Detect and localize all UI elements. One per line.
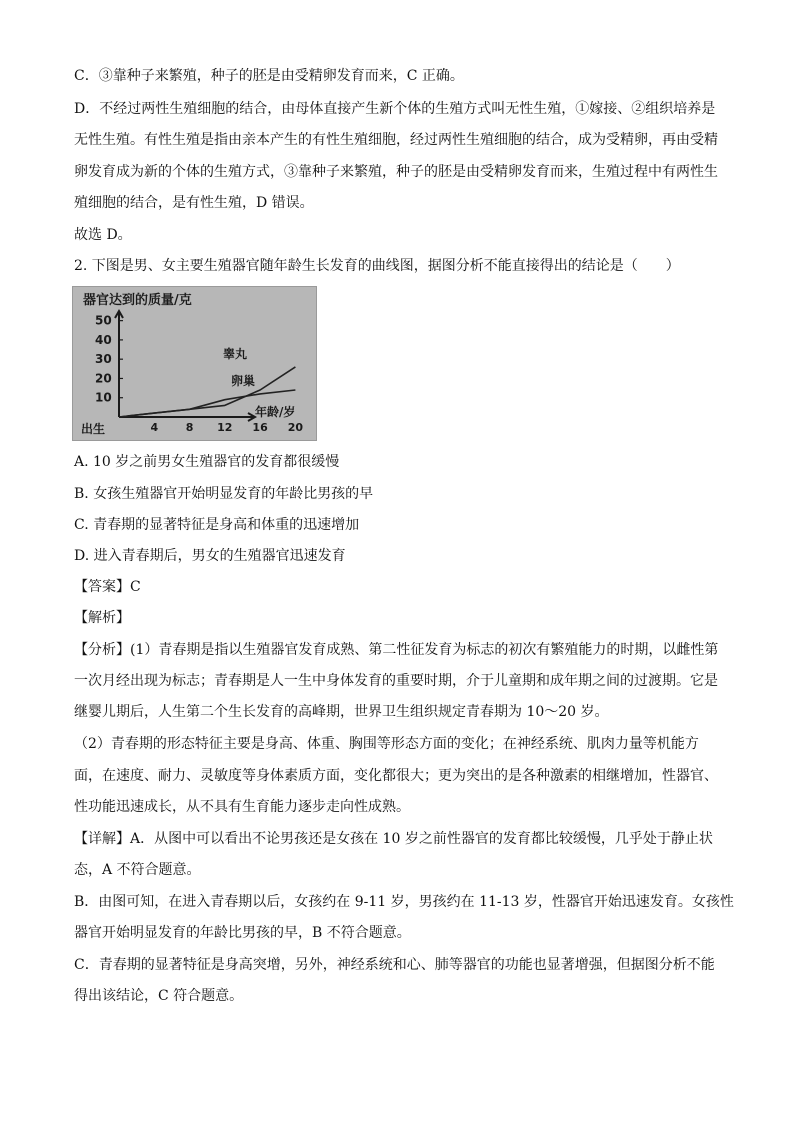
y-tick-label: 40 bbox=[95, 332, 112, 347]
growth-curve-figure bbox=[72, 286, 317, 441]
text-line: 态，A 不符合题意。 bbox=[74, 862, 201, 878]
x-axis-title: 年龄/岁 bbox=[255, 405, 296, 419]
text-line: C．青春期的显著特征是身高突增，另外，神经系统和心、肺等器官的功能也显著增强，但据图分析不能 bbox=[74, 957, 715, 973]
text-line: 器官开始明显发育的年龄比男孩的早，B 不符合题意。 bbox=[74, 925, 411, 941]
text-line: 【详解】A．从图中可以看出不论男孩还是女孩在 10 岁之前性器官的发育都比较缓慢，几乎处于静止状 bbox=[74, 831, 713, 847]
ovary-label: 卵巢 bbox=[231, 374, 256, 388]
y-axis-title: 器官达到的质量/克 bbox=[83, 293, 192, 308]
growth-curve-chart bbox=[73, 287, 316, 440]
x-tick-labels bbox=[150, 421, 303, 434]
x-tick-label: 12 bbox=[217, 421, 233, 434]
text-line: 性功能迅速成长，从不具有生育能力逐步走向性成熟。 bbox=[74, 799, 410, 815]
text-line: 得出该结论，C 符合题意。 bbox=[74, 988, 244, 1004]
x-tick-label: 8 bbox=[185, 421, 194, 434]
text-line: 面，在速度、耐力、灵敏度等身体素质方面，变化都很大；更为突出的是各种激素的相继增加，性器官、 bbox=[74, 768, 718, 784]
chart-axes bbox=[115, 311, 255, 421]
text-line: 一次月经出现为标志；青春期是人一生中身体发育的重要时期，介于儿童期和成年期之间的过渡期。它是 bbox=[74, 673, 718, 689]
x-tick-label: 20 bbox=[287, 421, 304, 434]
text-line: 卵发育成为新的个体的生殖方式，③靠种子来繁殖，种子的胚是由受精卵发育而来，生殖过程中有两性生 bbox=[74, 164, 718, 180]
testis-label: 睾丸 bbox=[223, 347, 248, 361]
x-axis-start-label: 出生 bbox=[81, 422, 106, 436]
y-tick-label: 10 bbox=[95, 390, 112, 405]
option-c: C. 青春期的显著特征是身高和体重的迅速增加 bbox=[74, 517, 360, 533]
y-tick-label: 50 bbox=[95, 313, 112, 328]
answer-line: 【答案】C bbox=[74, 579, 141, 595]
x-tick-label: 16 bbox=[252, 421, 268, 434]
y-tick-label: 20 bbox=[95, 371, 112, 386]
text-line: 殖细胞的结合，是有性生殖，D 错误。 bbox=[74, 195, 314, 211]
x-tick-label: 4 bbox=[150, 421, 159, 434]
option-a: A. 10 岁之前男女生殖器官的发育都很缓慢 bbox=[74, 454, 340, 470]
text-line: 无性生殖。有性生殖是指由亲本产生的有性生殖细胞，经过两性生殖细胞的结合，成为受精卵，再由受精 bbox=[74, 132, 718, 148]
analysis-heading: 【解析】 bbox=[74, 610, 130, 626]
text-line: D．不经过两性生殖细胞的结合，由母体直接产生新个体的生殖方式叫无性生殖，①嫁接、②组织培养是 bbox=[74, 101, 716, 117]
text-line: 继婴儿期后，人生第二个生长发育的高峰期，世界卫生组织规定青春期为 10～20 岁。 bbox=[74, 704, 609, 720]
question-stem: 2. 下图是男、女主要生殖器官随年龄生长发育的曲线图，据图分析不能直接得出的结论是（ ） bbox=[74, 258, 680, 274]
text-line: 故选 D。 bbox=[74, 227, 132, 243]
y-tick-label: 30 bbox=[95, 352, 112, 367]
option-d: D. 进入青春期后，男女的生殖器官迅速发育 bbox=[74, 548, 346, 564]
text-line: C．③靠种子来繁殖，种子的胚是由受精卵发育而来，C 正确。 bbox=[74, 68, 464, 84]
text-line: （2）青春期的形态特征主要是身高、体重、胸围等形态方面的变化；在神经系统、肌肉力量等机能方 bbox=[74, 736, 699, 752]
text-line: 【分析】(1）青春期是指以生殖器官发育成熟、第二性征发育为标志的初次有繁殖能力的时期，以雌性第 bbox=[74, 642, 719, 658]
text-line: B．由图可知，在进入青春期以后，女孩约在 9-11 岁，男孩约在 11-13 岁，性器官开始迅速发育。女孩性 bbox=[74, 894, 734, 910]
option-b: B. 女孩生殖器官开始明显发育的年龄比男孩的早 bbox=[74, 486, 374, 502]
